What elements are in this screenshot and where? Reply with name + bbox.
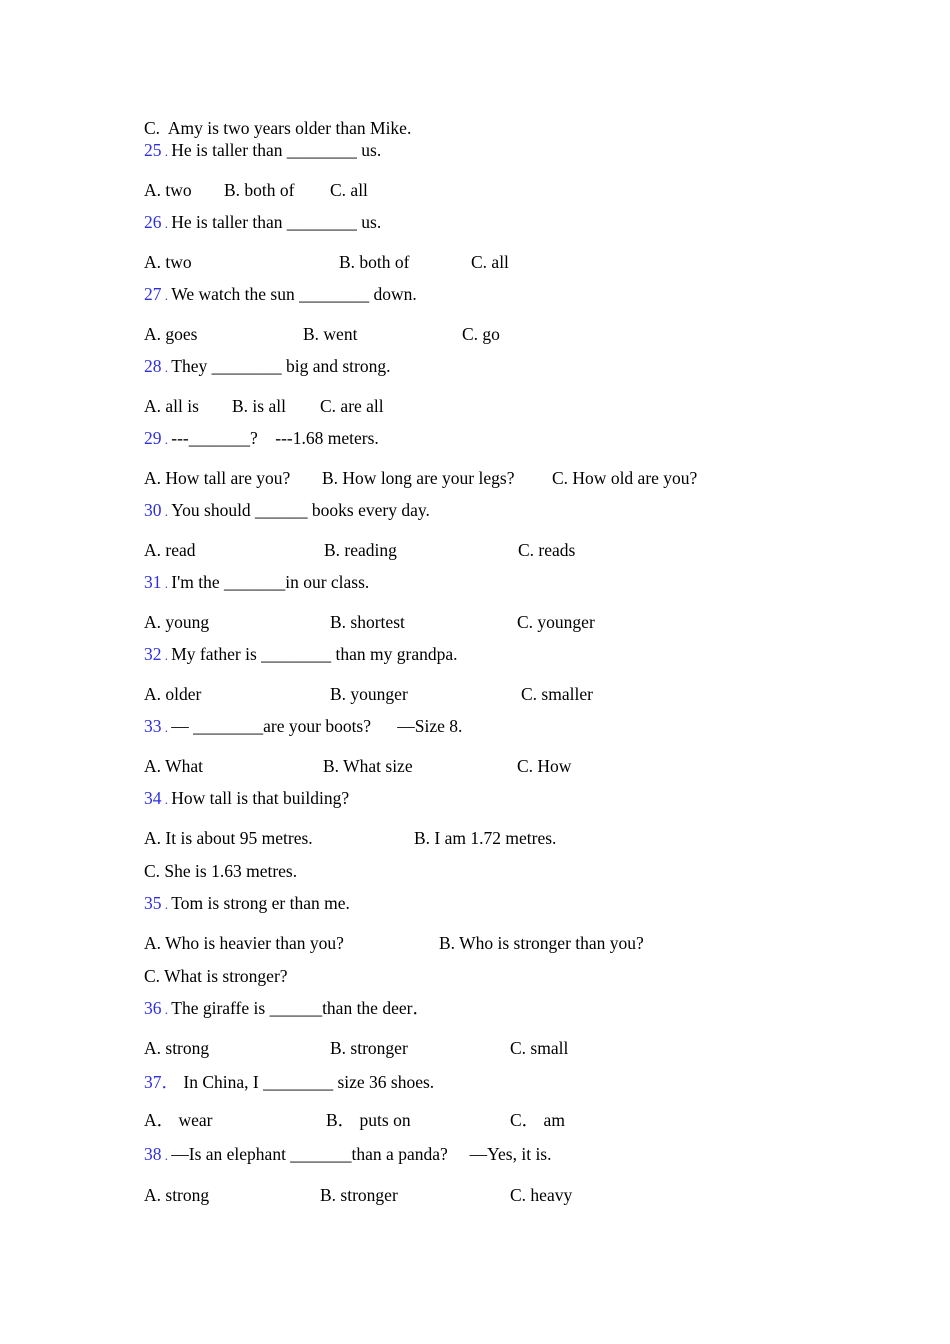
- question-separator: .: [161, 720, 172, 735]
- question-line: [144, 644, 458, 666]
- question-line: [144, 716, 462, 738]
- question-text: In China, I ________ size 36 shoes.: [183, 1072, 435, 1092]
- question-number: 30: [144, 500, 162, 520]
- answer-option: C. younger: [517, 612, 595, 632]
- answer-option: A. older: [144, 684, 202, 704]
- answer-option: A. read: [144, 540, 196, 560]
- question-text: My father is ________ than my grandpa.: [171, 644, 458, 664]
- answer-option: A. How tall are you?: [144, 468, 291, 488]
- question-text: —Is an elephant _______than a panda? —Yes, it is.: [171, 1144, 552, 1164]
- question-text: — ________are your boots? —Size 8.: [171, 716, 463, 736]
- question-number: 26: [144, 212, 162, 232]
- answer-option: C. How old are you?: [552, 468, 698, 488]
- question-line: [144, 788, 349, 810]
- answer-option: B. Who is stronger than you?: [439, 933, 644, 953]
- answer-option: C. small: [510, 1038, 569, 1058]
- answer-option: C. go: [462, 324, 500, 344]
- answer-option: C. all: [330, 180, 368, 200]
- question-text: They ________ big and strong.: [171, 356, 391, 376]
- answer-option: A. all is: [144, 396, 199, 416]
- question-line: [144, 356, 390, 378]
- question-separator: .: [161, 1148, 172, 1163]
- question-number: 37: [144, 1072, 162, 1092]
- answer-option: B. I am 1.72 metres.: [414, 828, 557, 848]
- question-separator: .: [161, 504, 172, 519]
- question-text: I'm the _______in our class.: [171, 572, 370, 592]
- answer-option: C. Amy is two years older than Mike.: [144, 118, 412, 138]
- question-number: 28: [144, 356, 162, 376]
- answer-option: C． am: [510, 1110, 565, 1130]
- answer-option: B. shortest: [330, 612, 405, 632]
- answer-option: A. two: [144, 180, 192, 200]
- question-line: [144, 998, 430, 1020]
- question-line: [144, 140, 381, 162]
- question-separator: .: [161, 897, 172, 912]
- answer-option: A. young: [144, 612, 210, 632]
- question-number: 35: [144, 893, 162, 913]
- answer-option: A. Who is heavier than you?: [144, 933, 344, 953]
- answer-option: A. strong: [144, 1038, 210, 1058]
- question-separator: .: [161, 288, 172, 303]
- answer-option: C. What is stronger?: [144, 966, 288, 986]
- answer-option: A. What: [144, 756, 203, 776]
- question-line: [144, 428, 379, 450]
- answer-option: A． wear: [144, 1110, 213, 1130]
- question-separator: .: [161, 216, 172, 231]
- answer-option: C. are all: [320, 396, 384, 416]
- answer-option: B. both of: [339, 252, 410, 272]
- question-text: The giraffe is ______than the deer．: [171, 998, 430, 1018]
- answer-option: A. It is about 95 metres.: [144, 828, 313, 848]
- question-separator: .: [161, 792, 172, 807]
- answer-option: B. both of: [224, 180, 295, 200]
- answer-option: C. smaller: [521, 684, 593, 704]
- question-number: 29: [144, 428, 162, 448]
- question-number: 34: [144, 788, 162, 808]
- question-text: You should ______ books every day.: [171, 500, 430, 520]
- question-text: He is taller than ________ us.: [171, 140, 382, 160]
- question-separator: .: [161, 360, 172, 375]
- answer-option: B. What size: [323, 756, 413, 776]
- answer-option: B． puts on: [326, 1110, 411, 1130]
- question-text: ---_______? ---1.68 meters.: [171, 428, 379, 448]
- question-number: 25: [144, 140, 162, 160]
- question-separator: .: [161, 648, 172, 663]
- question-number: 31: [144, 572, 162, 592]
- question-text: How tall is that building?: [171, 788, 350, 808]
- answer-option: C. reads: [518, 540, 576, 560]
- question-line: [144, 1144, 552, 1166]
- question-line: [144, 284, 417, 306]
- question-text: We watch the sun ________ down.: [171, 284, 417, 304]
- question-separator: ．: [161, 1072, 184, 1092]
- question-number: 36: [144, 998, 162, 1018]
- answer-option: B. is all: [232, 396, 286, 416]
- question-line: [144, 500, 430, 522]
- answer-option: A. strong: [144, 1185, 210, 1205]
- answer-option: C. all: [471, 252, 509, 272]
- answer-option: B. went: [303, 324, 358, 344]
- question-number: 38: [144, 1144, 162, 1164]
- question-number: 27: [144, 284, 162, 304]
- question-separator: .: [161, 432, 172, 447]
- answer-option: A. two: [144, 252, 192, 272]
- answer-option: B. stronger: [330, 1038, 408, 1058]
- question-separator: .: [161, 144, 172, 159]
- question-text: Tom is strong er than me.: [171, 893, 350, 913]
- question-number: 33: [144, 716, 162, 736]
- question-separator: .: [161, 1002, 172, 1017]
- answer-option: B. stronger: [320, 1185, 398, 1205]
- answer-option: C. How: [517, 756, 572, 776]
- question-line: [144, 572, 369, 594]
- answer-option: B. younger: [330, 684, 408, 704]
- answer-option: A. goes: [144, 324, 198, 344]
- answer-option: C. heavy: [510, 1185, 573, 1205]
- answer-option: C. She is 1.63 metres.: [144, 861, 298, 881]
- answer-option: B. How long are your legs?: [322, 468, 515, 488]
- question-number: 32: [144, 644, 162, 664]
- question-line: [144, 212, 381, 234]
- question-line: [144, 893, 350, 915]
- question-text: He is taller than ________ us.: [171, 212, 382, 232]
- question-line: [144, 1072, 434, 1092]
- question-separator: .: [161, 576, 172, 591]
- answer-option: B. reading: [324, 540, 397, 560]
